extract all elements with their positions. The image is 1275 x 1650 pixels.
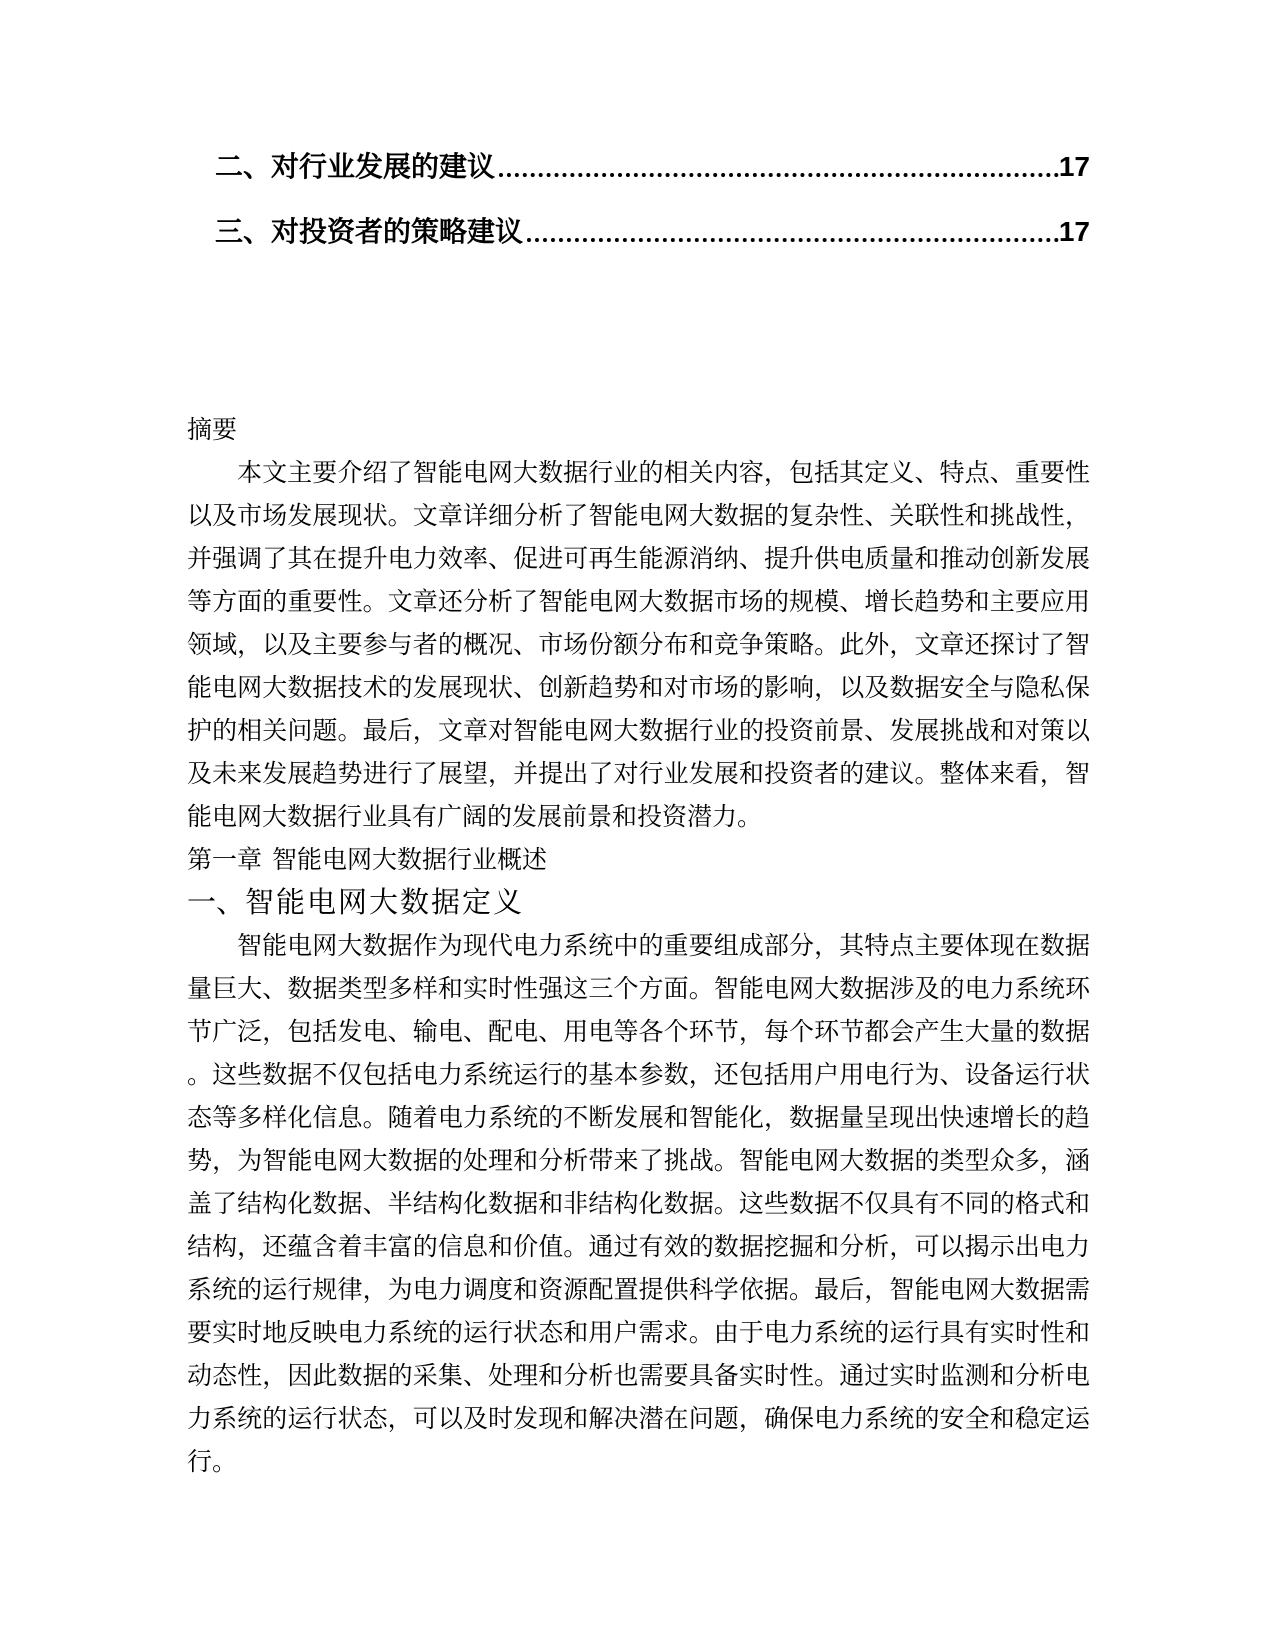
abstract-paragraph: 本文主要介绍了智能电网大数据行业的相关内容，包括其定义、特点、重要性以及市场发展现状。文章详细分析了智能电网大数据的复杂性、关联性和挑战性，并强调了其在提升电力效率、促进可再生能源消纳、提升供电质量和推动创新发展等方面的重要性。文章还分析了智能电网大数据市场的规模、增长趋势和主要应用领域，以及主要参与者的概况、市场份额分布和竞争策略。此外，文章还探讨了智能电网大数据技术的发展现状、创新趋势和对市场的影响，以及数据安全与隐私保护的相关问题。最后，文章对智能电网大数据行业的投资前景、发展挑战和对策以及未来发展趋势进行了展望，并提出了对行业发展和投资者的建议。整体来看，智能电网大数据行业具有广阔的发展前景和投资潜力。 xyxy=(187,459,1090,831)
toc-leader-dots xyxy=(499,173,1059,177)
chapter-number: 第一章 xyxy=(187,846,263,874)
toc-entry-number: 三、 xyxy=(215,216,272,247)
toc-entry-number: 二、 xyxy=(215,151,272,182)
toc-page-number: 17 xyxy=(1058,151,1090,182)
toc-page-number: 17 xyxy=(1058,216,1090,247)
body-paragraph: 智能电网大数据作为现代电力系统中的重要组成部分，其特点主要体现在数据量巨大、数据类型多样和实时性强这三个方面。智能电网大数据涉及的电力系统环节广泛，包括发电、输电、配电、用电等各个环节，每个环节都会产生大量的数据。这些数据不仅包括电力系统运行的基本参数，还包括用户用电行为、设备运行状态等多样化信息。随着电力系统的不断发展和智能化，数据量呈现出快速增长的趋势，为智能电网大数据的处理和分析带来了挑战。智能电网大数据的类型众多，涵盖了结构化数据、半结构化数据和非结构化数据。这些数据不仅具有不同的格式和结构，还蕴含着丰富的信息和价值。通过有效的数据挖掘和分析，可以揭示出电力系统的运行规律，为电力调度和资源配置提供科学依据。最后，智能电网大数据需要实时地反映电力系统的运行状态和用户需求。由于电力系统的运行具有实时性和动态性，因此数据的采集、处理和分析也需要具备实时性。通过实时监测和分析电力系统的运行状态，可以及时发现和解决潜在问题，确保电力系统的安全和稳定运行。 xyxy=(187,932,1090,1476)
toc-entry-title: 对投资者的策略建议 xyxy=(271,216,524,247)
section-title: 智能电网大数据定义 xyxy=(245,887,525,919)
toc-leader-dots xyxy=(527,238,1059,242)
toc-entry-investor-strategy[interactable] xyxy=(187,215,1090,249)
chapter-heading xyxy=(187,839,1090,882)
section-heading xyxy=(187,882,1090,925)
section-number: 一、 xyxy=(187,887,246,919)
chapter-title: 智能电网大数据行业概述 xyxy=(272,846,548,874)
table-of-contents xyxy=(187,150,1090,249)
toc-entry-title: 对行业发展的建议 xyxy=(271,151,496,182)
abstract-heading: 摘要 xyxy=(187,416,238,444)
toc-entry-industry-suggestions[interactable] xyxy=(187,150,1090,184)
